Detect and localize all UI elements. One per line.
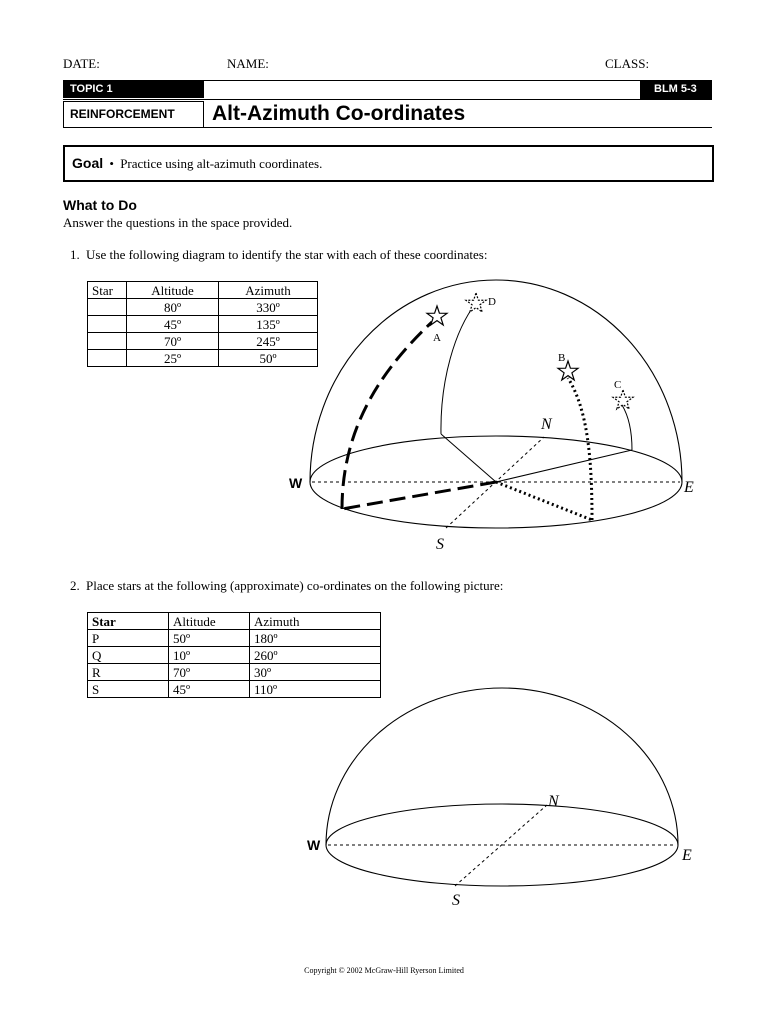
table-header-cell: Azimuth (250, 613, 381, 630)
instructions-intro: Answer the questions in the space provided. (63, 215, 293, 230)
table-cell: 30º (250, 664, 381, 681)
compass-south-label: S (452, 892, 460, 909)
table-cell: 45º (169, 681, 250, 698)
star-label-b: B (558, 352, 566, 364)
table-cell: 245º (219, 333, 318, 350)
table-cell: 80º (127, 299, 219, 316)
compass-east-label: E (682, 847, 692, 864)
page-title: Alt-Azimuth Co-ordinates (212, 102, 466, 125)
table-header-cell: Azimuth (219, 282, 318, 299)
table-header-cell: Altitude (169, 613, 250, 630)
goal-bullet: • (109, 156, 114, 171)
table-header-cell: Star (88, 282, 127, 299)
date-label: DATE: (63, 56, 100, 71)
question-1-number: 1. (70, 247, 80, 262)
compass-west-label: W (289, 475, 303, 491)
what-to-do-heading: What to Do (63, 197, 137, 213)
table-cell: R (88, 664, 169, 681)
compass-south-label: S (436, 536, 444, 553)
question-2-text: Place stars at the following (approximate) co-ordinates on the following picture: (86, 578, 504, 593)
table-cell: P (88, 630, 169, 647)
goal-label: Goal (72, 155, 104, 171)
table-cell: 50º (219, 350, 318, 367)
compass-west-label: W (307, 837, 321, 853)
table-cell: 330º (219, 299, 318, 316)
table-cell: 180º (250, 630, 381, 647)
question-2-number: 2. (70, 578, 80, 593)
topic-label: TOPIC 1 (63, 80, 204, 98)
table-cell: 25º (127, 350, 219, 367)
compass-north-label: N (548, 793, 559, 810)
table-header-cell: Star (88, 613, 169, 630)
star-label-d: D (488, 296, 496, 308)
table-cell: Q (88, 647, 169, 664)
dome-outline (326, 688, 678, 845)
compass-east-label: E (684, 479, 694, 496)
table-cell: 70º (169, 664, 250, 681)
table-header-cell: Altitude (127, 282, 219, 299)
class-label: CLASS: (605, 56, 650, 71)
table-cell: 45º (127, 316, 219, 333)
copyright: Copyright © 2002 McGraw-Hill Ryerson Limited (304, 966, 464, 975)
question-1-text: Use the following diagram to identify the star with each of these coordinates: (86, 247, 488, 262)
table-cell: 135º (219, 316, 318, 333)
table-cell: S (88, 681, 169, 698)
table-cell: 10º (169, 647, 250, 664)
table-cell: 260º (250, 647, 381, 664)
table-cell: 50º (169, 630, 250, 647)
star-label-a: A (433, 332, 441, 344)
star-label-c: C (614, 379, 622, 391)
table-cell: 110º (250, 681, 381, 698)
table-cell: 70º (127, 333, 219, 350)
section-label: REINFORCEMENT (63, 101, 204, 128)
blm-label: BLM 5-3 (640, 80, 712, 100)
name-label: NAME: (227, 56, 269, 71)
compass-north-label: N (541, 416, 552, 433)
goal-text: Practice using alt-azimuth coordinates. (120, 156, 323, 171)
